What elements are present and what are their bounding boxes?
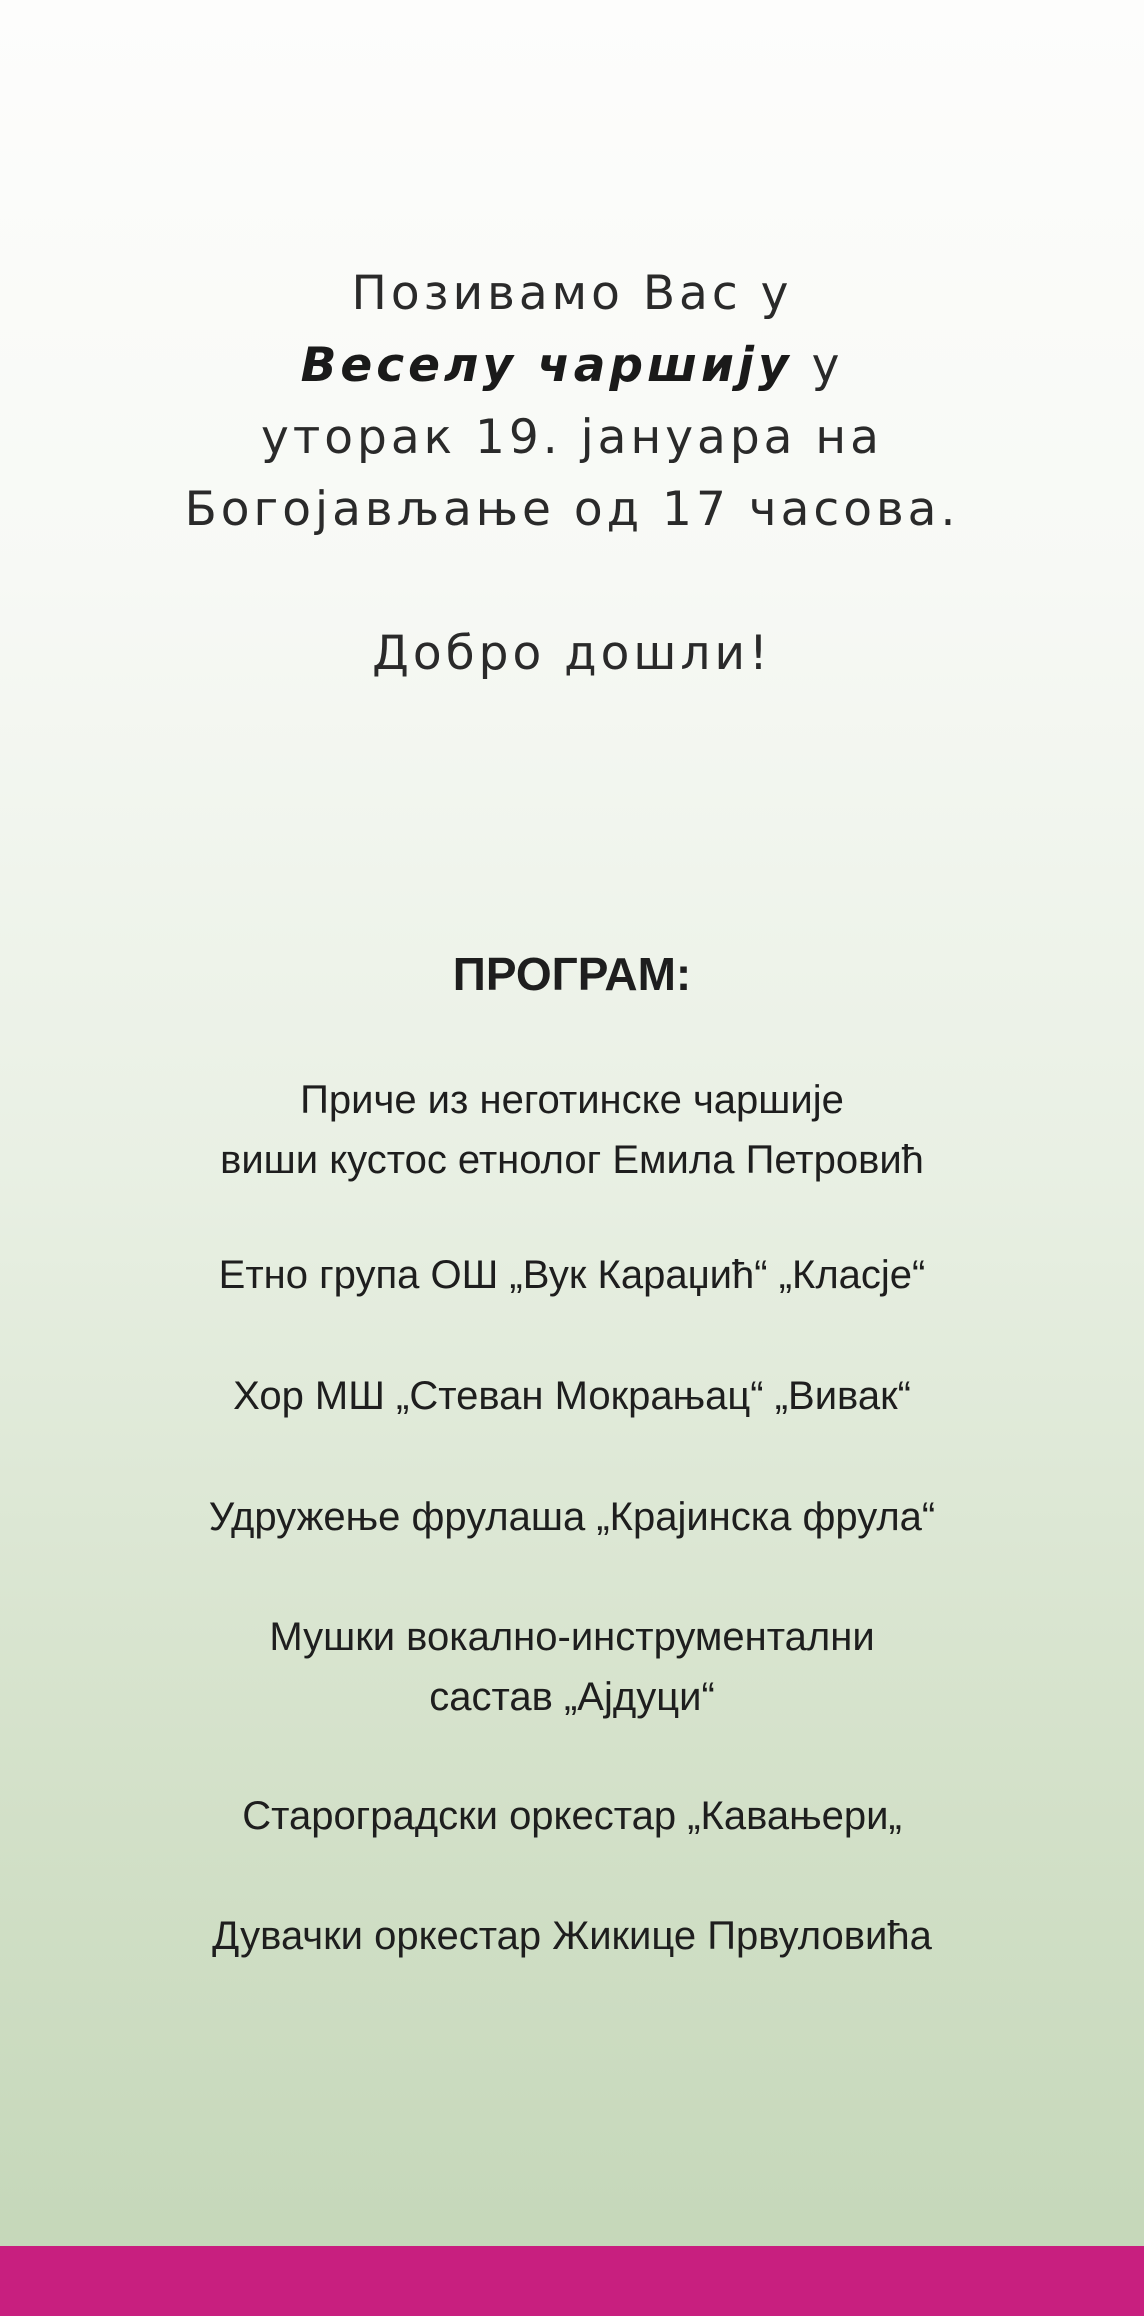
program-item-line: виши кустос етнолог Емила Петровић <box>220 1138 924 1182</box>
event-name: Веселу чаршију <box>300 338 793 393</box>
program-item-line: Удружење фрулаша „Крајинска фрула“ <box>208 1495 936 1539</box>
program-item <box>0 1366 1144 1426</box>
welcome-text: Добро дошли! <box>372 626 772 681</box>
program-item-line: Староградски оркестар „Кавањери„ <box>242 1794 902 1838</box>
invitation-line-2 <box>0 330 1144 402</box>
program-item-line: Дувачки оркестар Жикице Првуловића <box>212 1914 932 1958</box>
program-item <box>0 1906 1144 1966</box>
program-item <box>0 1487 1144 1547</box>
invitation-line-4: Богојављање од 17 часова. <box>184 482 960 537</box>
program-heading: ПРОГРАМ: <box>452 948 692 1000</box>
bottom-color-band <box>0 2246 1144 2316</box>
program-item <box>0 1245 1144 1305</box>
invitation-line-3: уторак 19. јануара на <box>261 410 883 465</box>
program-item-line: Хор МШ „Стеван Мокрањац“ „Вивак“ <box>233 1374 911 1418</box>
program-item-line: Приче из неготинске чаршије <box>300 1078 844 1122</box>
program-item <box>0 1607 1144 1727</box>
program-item-line: Етно група ОШ „Вук Караџић“ „Класје“ <box>218 1253 926 1297</box>
program-item <box>0 1070 1144 1190</box>
invitation-text <box>0 258 1144 546</box>
invitation-line-1: Позивамо Вас у <box>351 266 793 321</box>
program-item <box>0 1786 1144 1846</box>
program-item-line: састав „Ајдуци“ <box>429 1675 715 1719</box>
program-item-line: Мушки вокално-инструментални <box>269 1615 875 1659</box>
invitation-line-2-tail: у <box>792 338 844 393</box>
